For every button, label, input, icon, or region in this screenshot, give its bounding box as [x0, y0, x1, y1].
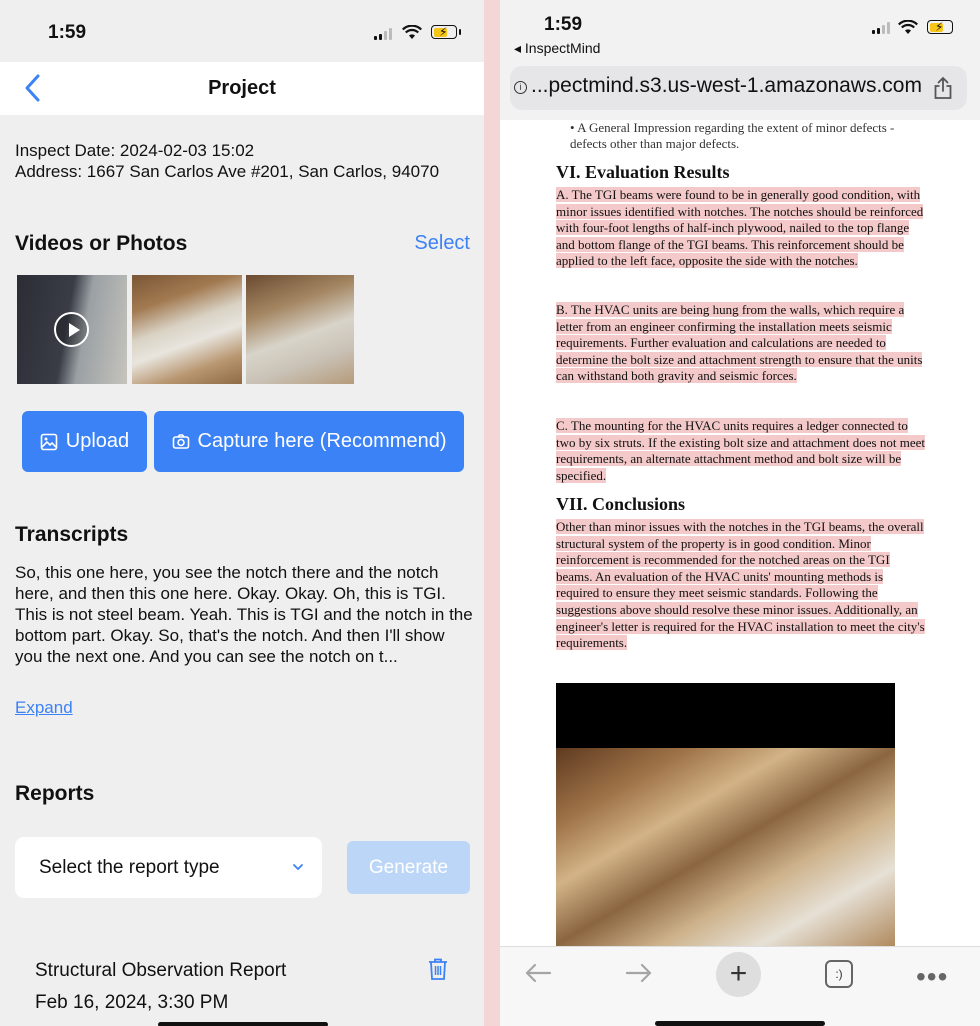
- doc-photo: [556, 683, 895, 946]
- capture-label: Capture here (Recommend): [197, 430, 447, 452]
- home-indicator: [655, 1021, 825, 1026]
- wifi-icon: [898, 20, 918, 35]
- transcript-text: So, this one here, you see the notch there and the notch here, and then this one here. Okay. Okay. Oh, this is TGI. This is not steel beam. Yeah. This is TGI and the notch in the bottom part. Okay. So, that's the notch. And then I'll show you the next one. And you can see the notch on t...: [15, 563, 473, 666]
- doc-paragraph: [556, 302, 926, 385]
- report-type-placeholder: Select the report type: [39, 857, 220, 878]
- image-icon: [40, 433, 58, 451]
- capture-button[interactable]: [154, 411, 464, 472]
- browser-toolbar: [500, 946, 980, 1026]
- cellular-signal-icon: [374, 28, 392, 40]
- status-bar: [0, 0, 484, 62]
- battery-charging-icon: ⚡: [431, 25, 457, 39]
- status-time: 1:59: [544, 14, 583, 35]
- report-type-select[interactable]: [15, 837, 322, 898]
- generate-button[interactable]: Generate: [347, 841, 470, 894]
- media-thumbnail-photo[interactable]: [132, 275, 242, 384]
- info-icon[interactable]: i: [514, 81, 527, 94]
- report-item-title[interactable]: Structural Observation Report: [35, 960, 287, 981]
- media-thumbnail-photo[interactable]: [246, 275, 354, 384]
- project-address: Address: 1667 San Carlos Ave #201, San Carlos, 94070: [15, 162, 440, 181]
- expand-link[interactable]: Expand: [15, 698, 73, 717]
- nav-bar: [0, 62, 484, 115]
- wifi-icon: [402, 25, 422, 40]
- more-options-icon[interactable]: •••: [916, 961, 949, 992]
- cellular-signal-icon: [872, 22, 890, 34]
- browser-screen: [500, 0, 980, 1026]
- doc-paragraph: [556, 519, 926, 652]
- project-meta: [15, 140, 439, 182]
- doc-photo-image: [556, 748, 895, 946]
- back-to-app-link[interactable]: ◂ InspectMind: [514, 40, 601, 56]
- upload-button[interactable]: [22, 411, 147, 472]
- highlighted-text: A. The TGI beams were found to be in generally good condition, with minor issues identified with notches. The notches should be reinforced with four-foot lengths of half-inch plywood, nailed to the top flange and bottom flange of the TGI beams. This reinforcement should be applied to the left face, opposite the side with the notches.: [556, 187, 924, 269]
- share-icon[interactable]: [933, 76, 953, 100]
- doc-bullet: • A General Impression regarding the extent of minor defects - defects other than major defects.: [570, 120, 895, 151]
- media-heading: Videos or Photos: [15, 232, 188, 255]
- doc-section-heading: VI. Evaluation Results: [556, 162, 730, 182]
- play-icon[interactable]: [54, 312, 89, 347]
- media-thumbnail-video[interactable]: [17, 275, 127, 384]
- pdf-document: [500, 120, 980, 946]
- back-arrow-icon[interactable]: [524, 962, 552, 984]
- doc-paragraph: [556, 187, 926, 270]
- transcripts-heading: Transcripts: [15, 523, 129, 546]
- forward-arrow-icon[interactable]: [625, 962, 653, 984]
- select-media-link[interactable]: Select: [414, 232, 470, 254]
- browser-status-bar: [500, 0, 980, 120]
- doc-section-heading: VII. Conclusions: [556, 494, 686, 514]
- url-text: ...pectmind.s3.us-west-1.amazonaws.com: [531, 74, 922, 97]
- new-tab-plus-icon[interactable]: +: [716, 952, 761, 997]
- home-indicator: [158, 1022, 328, 1026]
- doc-paragraph: [556, 418, 926, 484]
- chevron-down-icon: [292, 861, 304, 873]
- trash-icon[interactable]: [427, 957, 449, 981]
- project-screen: [0, 0, 484, 1026]
- report-item-date: Feb 16, 2024, 3:30 PM: [35, 992, 229, 1013]
- tabs-button[interactable]: :): [825, 960, 853, 988]
- inspect-date: Inspect Date: 2024-02-03 15:02: [15, 141, 255, 160]
- highlighted-text: C. The mounting for the HVAC units requires a ledger connected to two by six struts. If the existing bolt size and attachment does not meet requirements, an alternate attachment method and bolt size will be specified.: [556, 418, 925, 483]
- highlighted-text: B. The HVAC units are being hung from the walls, which require a letter from an engineer confirming the installation meets seismic requirements. Further evaluation and calculations are needed to determine the bolt size and attachment strength to ensure that the units can withstand both gravity and seismic forces.: [556, 302, 923, 384]
- highlighted-text: Other than minor issues with the notches in the TGI beams, the overall structural system of the property is in good condition. Minor reinforcement is recommended for the notched areas on the TGI beams. An evaluation of the HVAC units' mounting methods is required to ensure they meet seismic standards. Following the suggestions above should resolve these minor issues. Additionally, an engineer's letter is required for the HVAC installation to meet the city's requirements.: [556, 519, 925, 651]
- status-time: 1:59: [48, 22, 87, 43]
- address-bar[interactable]: [510, 66, 967, 110]
- upload-label: Upload: [65, 430, 130, 452]
- reports-heading: Reports: [15, 782, 95, 805]
- page-title: Project: [208, 77, 276, 99]
- battery-charging-icon: ⚡: [927, 20, 953, 34]
- camera-icon: [172, 433, 190, 451]
